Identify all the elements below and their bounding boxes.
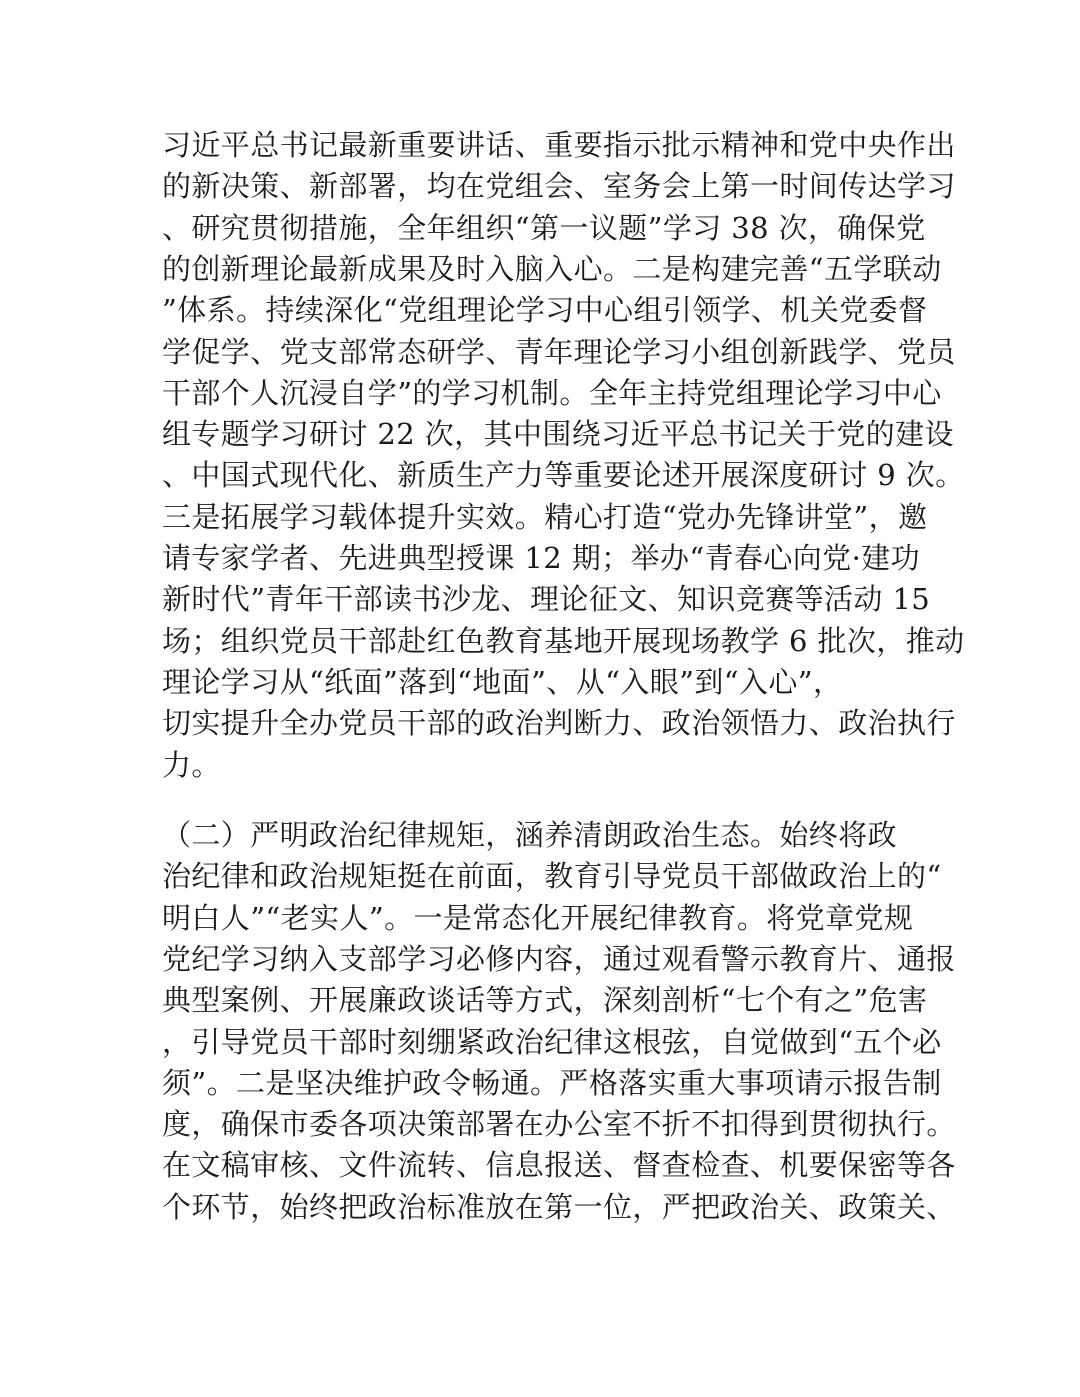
text-line: 学促学、党支部常态研学、青年理论学习小组创新践学、党员 xyxy=(162,334,956,369)
text-line: 度，确保市委各项决策部署在办公室不折不扣得到贯彻执行。 xyxy=(162,1107,956,1142)
text-line: 组专题学习研讨 22 次，其中围绕习近平总书记关于党的建设 xyxy=(162,417,954,452)
text-line: 党纪学习纳入支部学习必修内容，通过观看警示教育片、通报 xyxy=(162,941,956,976)
text-line: 新时代”青年干部读书沙龙、理论征文、知识竞赛等活动 15 xyxy=(162,582,931,617)
text-line: 、中国式现代化、新质生产力等重要论述开展深度研讨 9 次。 xyxy=(162,458,965,493)
text-line: 三是拓展学习载体提升实效。精心打造“党办先锋讲堂”，邀 xyxy=(162,499,928,534)
text-line: （二）严明政治纪律规矩，涵养清朗政治生态。始终将政 xyxy=(162,818,898,852)
text-line: 场；组织党员干部赴红色教育基地开展现场教学 6 批次，推动 xyxy=(162,623,965,658)
text-line: 个环节，始终把政治标准放在第一位，严把政治关、政策关、 xyxy=(162,1189,956,1224)
text-line: 须”。二是坚决维护政令畅通。严格落实重大事项请示报告制 xyxy=(162,1065,942,1100)
text-line: 、研究贯彻措施，全年组织“第一议题”学习 38 次，确保党 xyxy=(162,210,926,245)
text-line: 的创新理论最新成果及时入脑入心。二是构建完善“五学联动 xyxy=(162,251,942,286)
text-line: 在文稿审核、文件流转、信息报送、督查检查、机要保密等各 xyxy=(162,1148,956,1183)
text-line: 治纪律和政治规矩挺在前面，教育引导党员干部做政治上的“ xyxy=(162,859,942,894)
text-line: 明白人”“老实人”。一是常态化开展纪律教育。将党章党规 xyxy=(162,900,914,935)
text-line: 请专家学者、先进典型授课 12 期；举办“青春心向党·建功 xyxy=(162,541,920,575)
text-line: 典型案例、开展廉政谈话等方式，深刻剖析“七个有之”危害 xyxy=(162,983,928,1018)
text-line: 理论学习从“纸面”落到“地面”、从“入眼”到“入心”， xyxy=(162,664,843,699)
text-line: 力。 xyxy=(162,747,221,782)
text-line: ”体系。持续深化“党组理论学习中心组引领学、机关党委督 xyxy=(162,293,928,328)
text-line: 的新决策、新部署，均在党组会、室务会上第一时间传达学习 xyxy=(162,169,956,204)
text-line: 习近平总书记最新重要讲话、重要指示批示精神和党中央作出 xyxy=(162,128,956,162)
text-line: 干部个人沉浸自学”的学习机制。全年主持党组理论学习中心 xyxy=(162,375,942,410)
text-line: ，引导党员干部时刻绷紧政治纪律这根弦，自觉做到“五个必 xyxy=(162,1024,942,1059)
text-line: 切实提升全办党员干部的政治判断力、政治领悟力、政治执行 xyxy=(162,706,956,741)
